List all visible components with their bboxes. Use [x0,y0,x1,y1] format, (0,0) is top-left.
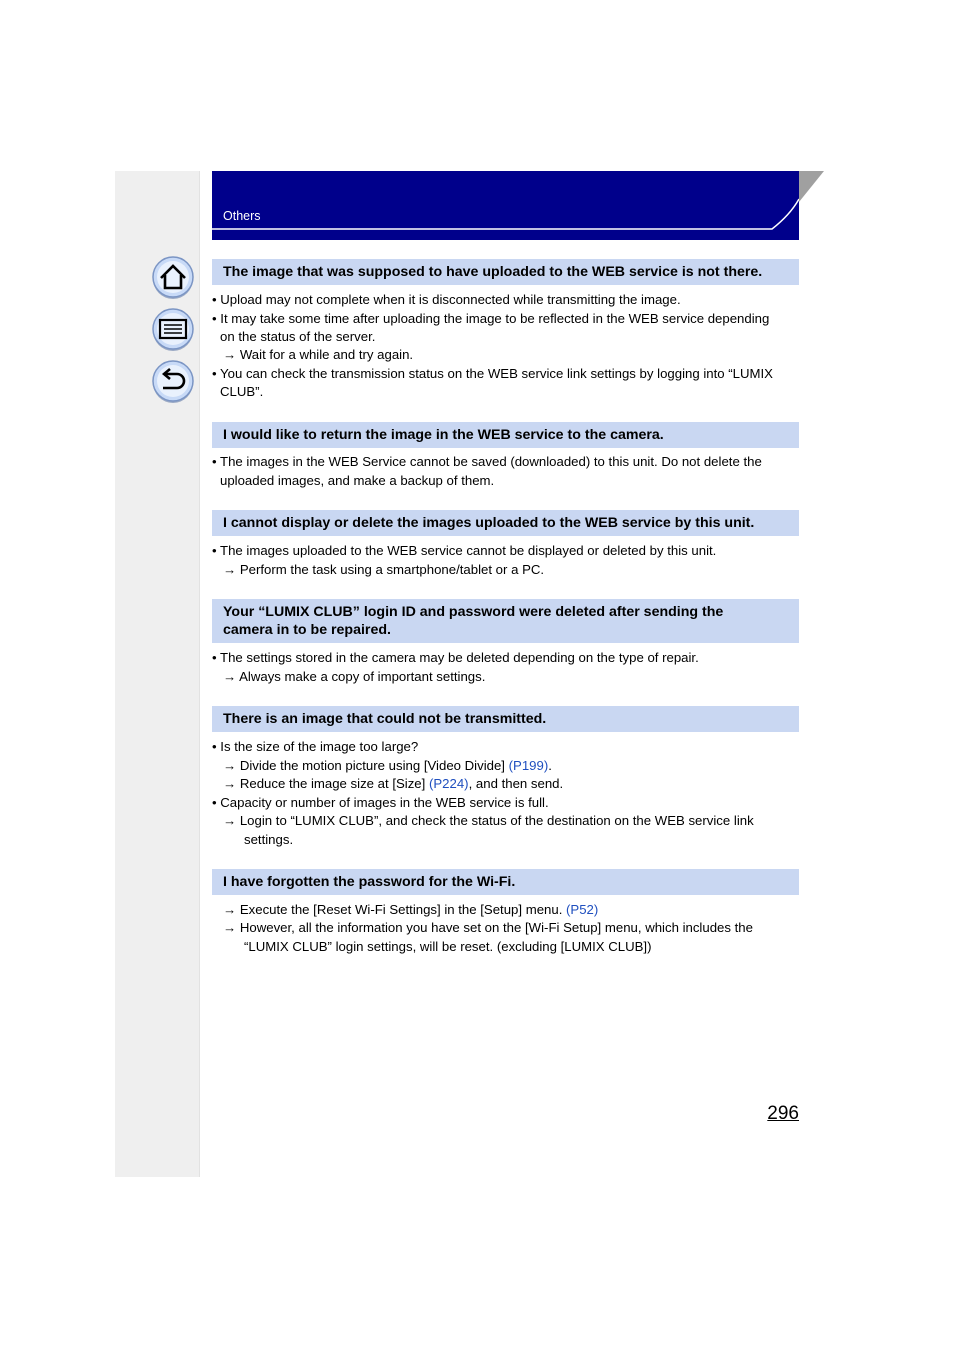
list-icon [151,308,195,352]
list-item: • It may take some time after uploading the image to be reflected in the WEB service depending [212,311,770,326]
list-item: • Is the size of the image too large? [212,739,419,754]
list-item: → Perform the task using a smartphone/tablet or a PC. [223,562,545,577]
section-title: I would like to return the image in the WEB service to the camera. [212,422,799,448]
page-number: 296 [767,1103,799,1124]
list-item: → Reduce the image size at [Size] (P224), and then send. [223,776,564,791]
list-item: “LUMIX CLUB” login settings, will be reset. (excluding [LUMIX CLUB]) [244,939,652,954]
page-link[interactable]: (P224) [428,776,469,791]
list-item: CLUB”. [220,384,264,399]
back-button[interactable] [151,360,195,404]
list-item: settings. [244,832,294,847]
list-item: → Login to “LUMIX CLUB”, and check the status of the destination on the WEB service link [223,813,754,828]
list-item: • The settings stored in the camera may be deleted depending on the type of repair. [212,650,699,665]
page-link[interactable]: (P52) [566,902,599,917]
home-button[interactable] [151,256,195,300]
section-header [212,171,799,240]
page-corner-icon [799,171,824,202]
section-title: There is an image that could not be transmitted. [212,706,799,732]
section-title: The image that was supposed to have uploaded to the WEB service is not there. [212,259,799,285]
contents-button[interactable] [151,308,195,352]
list-item: → Always make a copy of important settings. [223,669,486,684]
list-item: → However, all the information you have set on the [Wi-Fi Setup] menu, which includes the [223,920,753,935]
list-item: → Divide the motion picture using [Video Divide] (P199). [223,758,552,773]
list-item: → Execute the [Reset Wi-Fi Settings] in the [Setup] menu. (P52) [223,902,599,917]
list-item: • Capacity or number of images in the WEB service is full. [212,795,549,810]
list-item: • The images uploaded to the WEB service cannot be displayed or deleted by this unit. [212,543,717,558]
page-link[interactable]: (P199) [508,758,549,773]
section-title-line: Your “LUMIX CLUB” login ID and password were deleted after sending the [223,604,724,620]
return-icon [151,360,195,404]
section-title-line: camera in to be repaired. [223,622,391,638]
list-item: → Wait for a while and try again. [223,347,414,362]
list-item: on the status of the server. [220,329,376,344]
header-decoration [212,171,799,240]
section-title [212,599,799,643]
section-title: I have forgotten the password for the Wi-Fi. [212,869,799,895]
home-icon [151,256,195,300]
list-item: • The images in the WEB Service cannot be saved (downloaded) to this unit. Do not delete the [212,454,762,469]
section-title: I cannot display or delete the images uploaded to the WEB service by this unit. [212,510,799,536]
header-label: Others [223,209,261,223]
list-item: • You can check the transmission status on the WEB service link settings by logging into “LUMIX [212,366,773,381]
list-item: • Upload may not complete when it is disconnected while transmitting the image. [212,292,681,307]
list-item: uploaded images, and make a backup of them. [220,473,495,488]
